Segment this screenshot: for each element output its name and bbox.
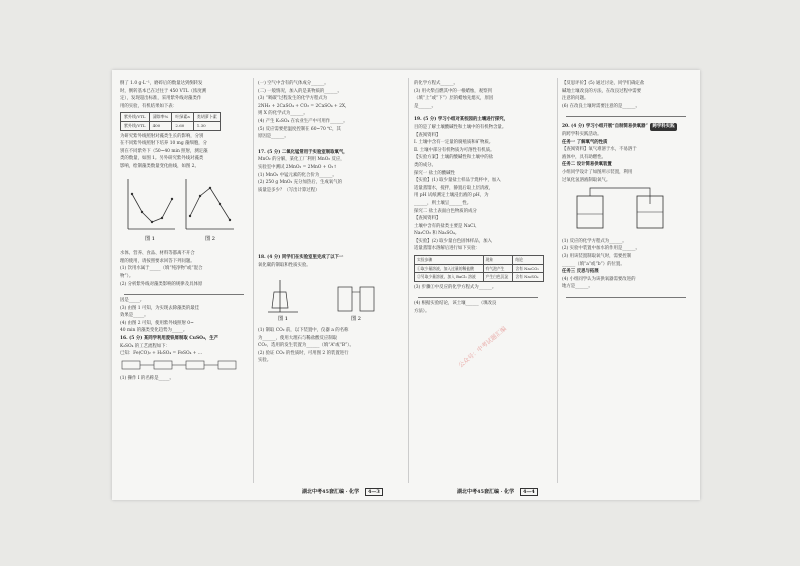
text-line: (2) 验证 CO₂ 的性质时，可用图 2 的装置进行 [258, 350, 349, 356]
figure-graphs [120, 174, 240, 244]
question-20-text: 20. (4 分) 学习小组开展“自制简易供氧器” [562, 124, 648, 130]
text-line: 地方是______。 [562, 284, 593, 290]
table-cell: 现象 [483, 256, 513, 265]
table-cell: 有气泡产生 [483, 264, 513, 273]
text-line: ______，则土壤呈______性。 [414, 200, 472, 206]
figure-caption: 图 2 [205, 235, 215, 242]
text-line: 类的数量，如图 1。另外研究紫外线对藻类 [120, 156, 204, 162]
table-cell: 含有 Na₂SO₄ [513, 273, 544, 282]
text-line: MnO₂ 的分解，某化工厂利用 MnO₂ 反应， [258, 157, 345, 163]
text-line: 土壤中含有的盐类主要是 NaCl、 [414, 223, 480, 229]
text-line: 【实验】(1) 取少量盐土样品于烧杯中，加入 [414, 178, 501, 184]
text-line: (1) 饮用水属于_____（填“纯净物”或“混合 [120, 266, 203, 272]
table-cell: 紫外线/VTL [121, 113, 150, 122]
oxygen-device-figure [562, 184, 692, 234]
text-line: 为研究紫外线照射对藻类生长的影响，分别 [120, 133, 204, 139]
text-line: 的跨学科实践活动。 [562, 131, 602, 137]
table-cell: 结论 [513, 256, 544, 265]
text-line: 小组同学设计了如图所示装置，利用 [562, 169, 633, 175]
text-line: 是______。 [414, 103, 436, 109]
text-line: 碱地土壤改良的方法，在改良过程中需要 [562, 88, 642, 94]
text-line: 定），发现超出标准，采用紫外线对藻类作 [120, 96, 202, 102]
table-cell: 类胡萝卜素 [193, 113, 220, 122]
text-line: 液体中，具有助燃性。 [562, 154, 606, 160]
question-16: 16. (5 分) 某同学利用废铁屑制取 CuSO₄，生产 [120, 336, 219, 342]
text-line: (4) 产生 K₂SO₄ 在农业生产中可用作______。 [258, 118, 348, 124]
answer-line[interactable] [124, 288, 244, 295]
text-line: 已知：Fe(CO)₂ + H₂SO₄ = FeSO₄ + ... [120, 351, 203, 357]
footer-title: 湖北中考45套汇编 · 化学 [302, 489, 360, 495]
table-cell: 紫外线/VTL [121, 121, 150, 130]
text-line: 适量蒸馏水，搅拌，静置后取上层清液， [414, 185, 494, 191]
text-line: (3) 用该装置制取氧气时，需要控制 [562, 253, 632, 259]
text-line: 40 min 的藻类变化趋势为_____。 [120, 328, 188, 334]
page-number: 4—4 [520, 488, 538, 496]
text-line: 则 X 的化学式为______。 [258, 111, 308, 117]
table-cell: 2.60 [172, 121, 193, 130]
process-flow-diagram [120, 358, 248, 372]
text-line: (4) 由图 2 可知，使用紫外线照射 0~ [120, 320, 194, 326]
text-line: 【实验】(2) 取少量白色固体样品，加入 [414, 238, 492, 244]
text-line: (2) 分析紫外线对藻类影响的规律及具体原 [120, 281, 203, 287]
text-line: (1) 反应的化学方程式为______。 [562, 238, 627, 244]
text-line: 类的成分。 [414, 162, 436, 168]
text-line: 实验室中测试 2MnO₂ = 2MnO + O₂↑ [258, 164, 337, 170]
text-line: 水体、营养、食品、材料等都离不开合 [120, 251, 195, 257]
page-number: 4—3 [365, 488, 383, 496]
graph-1 [128, 179, 175, 242]
text-line: 因是_____。 [120, 298, 145, 304]
text-line: 在不同紫外线照射下培养 10 mg 藻细胞，分 [120, 141, 207, 147]
text-line: Ⅱ. 土壤中部分有机物质为可溶性有机质。 [414, 147, 495, 153]
lab-apparatus-figure [258, 272, 398, 322]
text-line: 探究二 盐土表面白色物质的成分 [414, 208, 477, 214]
answer-line[interactable] [566, 110, 686, 117]
task-heading: 任务三 反思与拓展 [562, 269, 599, 275]
answer-space[interactable] [258, 194, 404, 254]
text-line: (1) 操作 I 的名称是_____。 [120, 376, 174, 382]
table-cell: 产生白色沉淀 [483, 273, 513, 282]
text-line: Na₂CO₃ 和 Na₂SO₄。 [414, 231, 460, 237]
text-line: 探究一 盐土的酸碱性 [414, 170, 455, 176]
text-line: 为______，使用大理石与稀盐酸反应制取 [258, 335, 338, 341]
text-line: 【查阅资料】 [414, 216, 441, 222]
table-cell: 叶绿素a [172, 113, 193, 122]
text-line: 物”）。 [120, 273, 134, 279]
column-divider [408, 78, 409, 483]
text-line: 【查阅资料】 [414, 132, 441, 138]
text-line: 【查阅资料】氧气难溶于水，不易溶于 [562, 147, 637, 153]
figure-caption: 图 1 [145, 235, 155, 242]
text-line: （填“上”或“下”）层的蜡烛先熄灭，原因 [414, 96, 494, 102]
task-heading: 任务二 设计简易供氧装置 [562, 162, 612, 168]
table-cell: 1.30 [193, 121, 220, 130]
table-cell: 含有 Na₂CO₃ [513, 264, 544, 273]
page-footer-left [302, 488, 383, 496]
text-line: (2) 250 g MnO₂ 充分加热后，生成氧气的 [258, 180, 342, 186]
text-line: (3) “吸碳”过程发生的化学方程式为 [258, 96, 328, 102]
text-line: 过氧化氢溶液制取氧气。 [562, 177, 611, 183]
column-1 [120, 80, 248, 383]
column-4 [562, 80, 694, 300]
text-line: 氧化碳的制取和性质实验。 [258, 262, 311, 268]
text-line: Ⅰ. 土壤中含有一定量的腐殖质和矿物质。 [414, 140, 494, 146]
text-line: 适量蒸馏水溶解后进行如下实验： [414, 246, 480, 252]
section-banner: 跨学科实践 [650, 123, 678, 131]
text-line: (一) 空气中含有的气体成分______。 [258, 81, 329, 86]
text-line: 质量是多少？（写出计算过程） [258, 187, 320, 193]
text-line: 的化学方程式______。 [414, 81, 458, 86]
text-line: (5) 反应需要把温度控制在 60~70 ℃，其 [258, 126, 341, 132]
apparatus-2 [338, 287, 374, 322]
watermark: 公众号：中考试题汇编 [457, 325, 508, 370]
text-line: (二) 一般情况，加入的是某物质的______。 [258, 88, 342, 94]
text-line: 效果是_____。 [120, 313, 149, 319]
text-line: (4) 小组同学认为该供氧器需要改进的 [562, 276, 636, 282]
task-heading: 任务一 了解氧气的性质 [562, 139, 608, 145]
question-19: 19. (5 分) 学习小组对某校园的土壤进行探究， [414, 117, 509, 123]
figure-caption: 图 2 [351, 315, 361, 322]
text-line: (1) 制取 CO₂ 前，以下装置中，仪器 a 的名称 [258, 328, 349, 334]
text-line: 时，倒转基本已在过往于 450 VTL（浓度测 [120, 88, 207, 94]
text-line: 理的使用，请按照要求回答下列问题。 [120, 258, 195, 264]
text-line: 倒了 1.0 g·L⁻¹，磨碎后的数量达到倒转发 [120, 81, 203, 86]
table-cell: 400 [149, 121, 172, 130]
text-line: (3) 由图 1 可知，为实现去除藻类的最佳 [120, 305, 200, 311]
text-line: 目的是了解土壤酸碱性和土壤中的有机物含量。 [414, 124, 507, 130]
apparatus-1 [268, 280, 298, 322]
text-line: K₂SO₄ 的工艺流程如下： [120, 343, 170, 349]
text-line: (4) 根据实验结论，该土壤______（填改良 [414, 301, 497, 307]
question-18: 18. (4 分) 同学们在实验室里完成了以下一 [258, 255, 344, 261]
text-line: (3) 用火柴点燃其中的一根蜡烛，观察到 [414, 88, 492, 94]
text-line: 【反思评价】(5) 通过讨论，同学们确定盐 [562, 81, 645, 86]
text-line: 注意的问题。 [562, 96, 589, 102]
text-line: 用 pH 试纸测定土壤浸出液的 pH，为 [414, 193, 489, 199]
text-line: 用的实验，有机结果如下表： [120, 103, 178, 109]
graph-2 [186, 179, 234, 242]
text-line: 影响，绘制藻类数量变化曲线，如图 2。 [120, 163, 199, 169]
data-table [120, 112, 221, 130]
table-cell: ①取少量溶液，加入过量的稀盐酸 [415, 264, 484, 273]
text-line: 【实验方案】土壤的酸碱性和土壤中的盐 [414, 155, 494, 161]
question-20 [562, 123, 694, 131]
footer-title: 湖北中考45套汇编 · 化学 [457, 489, 515, 495]
text-line: CO₂，选用的发生装置为______（填“A”或“B”）。 [258, 343, 354, 349]
column-divider [557, 78, 558, 483]
figure-caption: 图 1 [278, 315, 288, 322]
experiment-table [414, 255, 544, 282]
text-line: 实验。 [258, 358, 272, 364]
table-cell: 清除率% [149, 113, 172, 122]
exam-sheet [112, 70, 700, 500]
column-2 [258, 80, 404, 365]
text-line: (6) 在改良土壤时需要注意的是______。 [562, 103, 640, 109]
text-line: (3) 步骤①中反应的化学方程式为______。 [414, 284, 497, 290]
text-line: 原因是______。 [258, 134, 289, 140]
question-17: 17. (5 分) 二氧化锰常用于实验室制取氧气， [258, 149, 348, 155]
text-line: (1) MnO₂ 中锰元素的化合价为______。 [258, 172, 337, 178]
column-3 [414, 80, 552, 316]
column-divider [253, 78, 254, 483]
text-line: (2) 实验中装置中加水的作用是______。 [562, 246, 640, 252]
table-cell: 实验步骤 [415, 256, 484, 265]
answer-line[interactable] [418, 291, 538, 298]
text-line: 2NH₃ + 2CaSO₄ + CO₂ = 2CaSO₄ + 2X， [258, 103, 350, 109]
page-footer-right [457, 488, 538, 496]
table-cell: ②另取少量溶液，加入 BaCl₂ 溶液 [415, 273, 484, 282]
text-line: 方法）。 [414, 309, 430, 315]
answer-line[interactable] [566, 291, 686, 298]
text-line: ______（填“a”或“b”）的位置。 [562, 261, 625, 267]
text-line: 别在不同紫外下（50~40 min 照射，测定藻 [120, 148, 208, 154]
